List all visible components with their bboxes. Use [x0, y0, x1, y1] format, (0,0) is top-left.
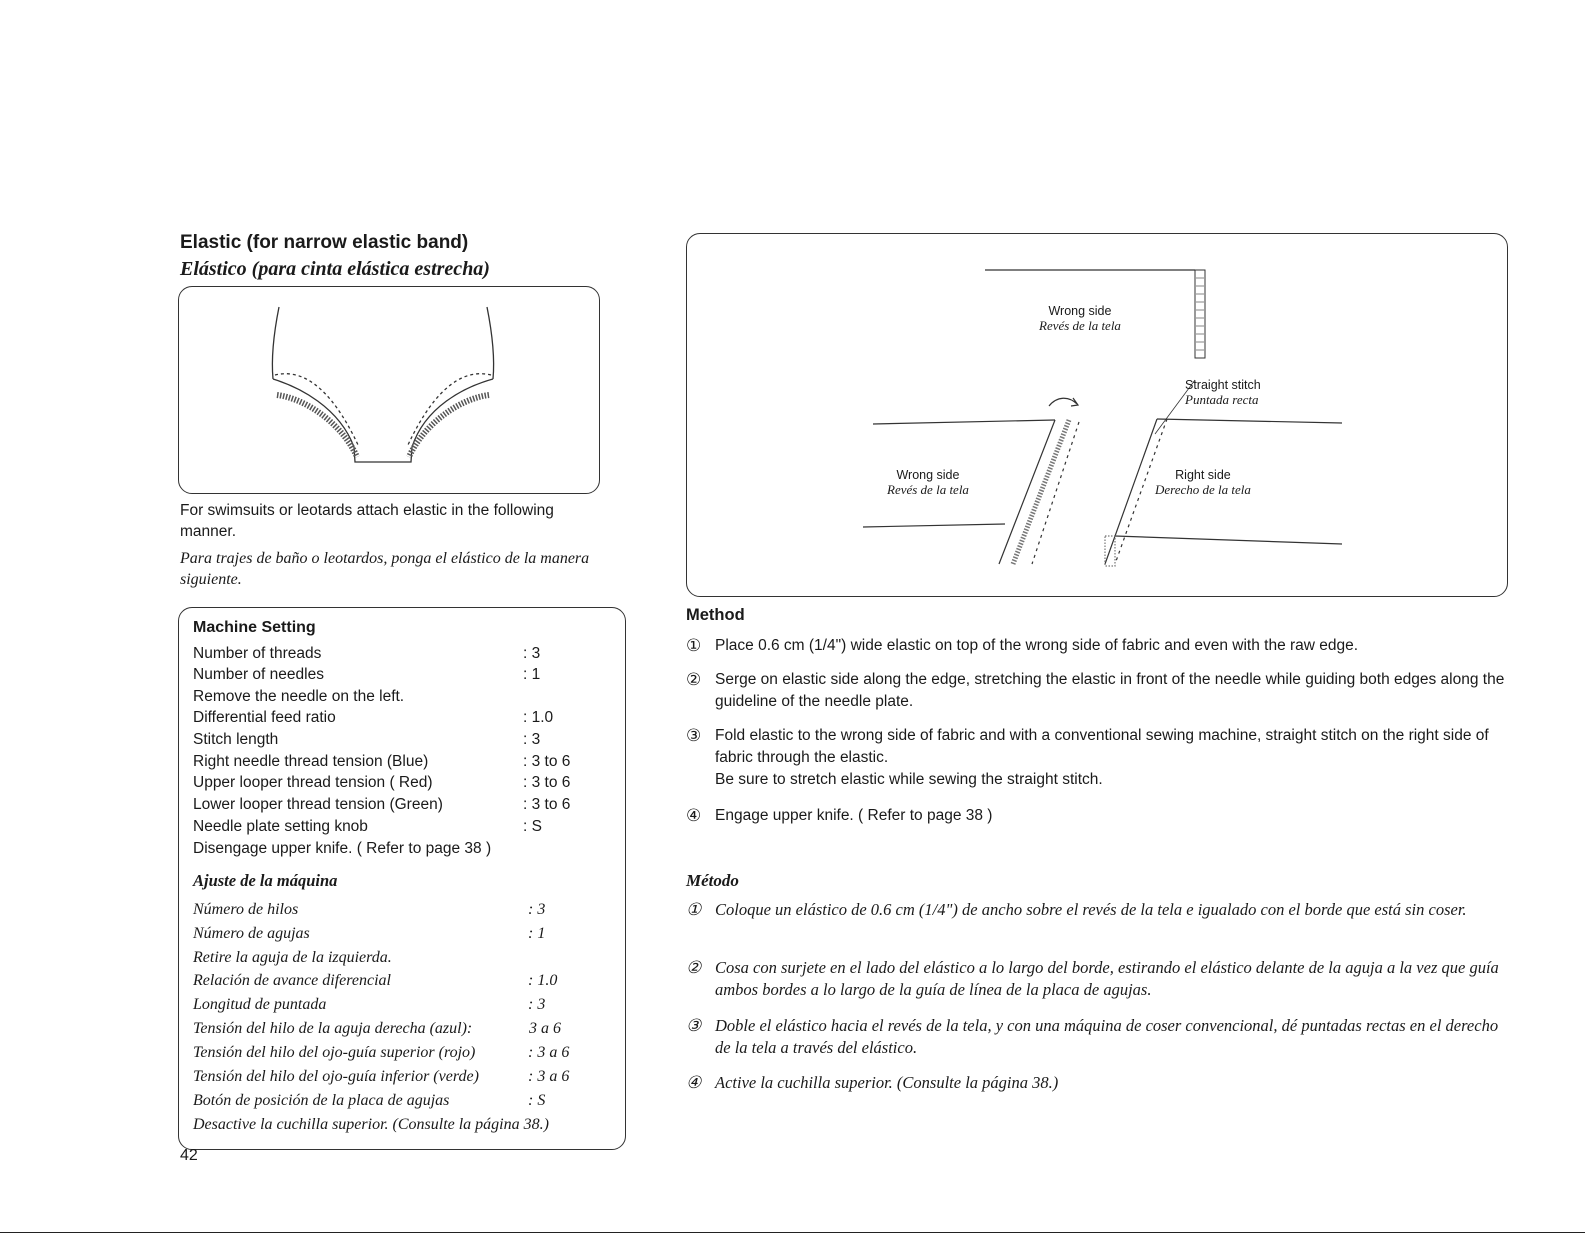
label-wrong-side-top: Wrong side Revés de la tela — [1039, 304, 1121, 333]
method-title-en: Method — [686, 606, 745, 624]
setting-row: Lower looper thread tension (Green) : 3 to 6 — [193, 796, 571, 813]
method-step-es: ③ Doble el elástico hacia el revés de la tela, y con una máquina de coser convencional, dé puntadas rectas en el derecho de la tela a través del elástico. — [686, 1016, 1499, 1057]
setting-row: Number of threads : 3 — [193, 645, 541, 662]
section-title-es: Elástico (para cinta elástica estrecha) — [180, 258, 490, 280]
intro-text-en: For swimsuits or leotards attach elastic in the following manner. — [180, 502, 554, 540]
setting-row-es: Número de hilos : 3 — [193, 901, 546, 918]
bottom-rule — [0, 1232, 1585, 1233]
setting-row-es: Tensión del hilo del ojo-guía superior (rojo) : 3 a 6 — [193, 1044, 570, 1061]
setting-row: Disengage upper knife. ( Refer to page 38 ) — [193, 840, 492, 857]
method-step-en: ④ Engage upper knife. ( Refer to page 38 ) — [686, 806, 993, 825]
method-step-en: ② Serge on elastic side along the edge, stretching the elastic in front of the needle while guiding both edges along the guideline of the needle plate. — [686, 670, 1505, 710]
method-step-en: ③ Fold elastic to the wrong side of fabric and with a conventional sewing machine, straight stitch on the right side of fabric through the elastic. Be sure to stretch elastic while sewing the straight stitch. — [686, 726, 1489, 788]
setting-row-es: Tensión del hilo del ojo-guía inferior (verde) : 3 a 6 — [193, 1068, 570, 1085]
page-number: 42 — [180, 1147, 198, 1164]
setting-row: Right needle thread tension (Blue) : 3 to 6 — [193, 753, 571, 770]
setting-row-es: Número de agujas : 1 — [193, 925, 546, 942]
method-step-es: ④ Active la cuchilla superior. (Consulte la página 38.) — [686, 1073, 1059, 1092]
setting-row: Differential feed ratio : 1.0 — [193, 709, 554, 726]
setting-row-es: Tensión del hilo de la aguja derecha (azul): 3 a 6 — [193, 1020, 561, 1037]
setting-row-es: Botón de posición de la placa de agujas : S — [193, 1092, 546, 1109]
fabric-elastic-drawing — [687, 234, 1507, 596]
method-title-es: Método — [686, 871, 739, 890]
label-right-side: Right side Derecho de la tela — [1155, 468, 1251, 497]
method-step-es: ② Cosa con surjete en el lado del elástico a lo largo del borde, estirando el elástico delante de la aguja a la vez que guía ambos bordes a lo largo de la guía de línea de la placa de agujas. — [686, 958, 1499, 999]
machine-setting-heading-es: Ajuste de la máquina — [193, 871, 338, 890]
method-diagram — [686, 233, 1508, 597]
swimsuit-illustration — [178, 286, 600, 494]
section-title-en: Elastic (for narrow elastic band) — [180, 232, 469, 253]
label-wrong-side-left: Wrong side Revés de la tela — [887, 468, 969, 497]
setting-row: Number of needles : 1 — [193, 666, 541, 683]
setting-row: Upper looper thread tension ( Red) : 3 to 6 — [193, 774, 571, 791]
machine-setting-heading: Machine Setting — [193, 619, 316, 636]
method-step-en: ① Place 0.6 cm (1/4") wide elastic on top of the wrong side of fabric and even with the raw edge. — [686, 636, 1359, 655]
swimsuit-drawing — [179, 287, 599, 493]
intro-text-es: Para trajes de baño o leotardos, ponga el elástico de la manera siguiente. — [180, 550, 590, 588]
setting-row: Needle plate setting knob : S — [193, 818, 542, 835]
machine-setting-box — [178, 607, 626, 1150]
label-straight-stitch: Straight stitch Puntada recta — [1185, 378, 1261, 407]
setting-row: Remove the needle on the left. — [193, 688, 405, 705]
setting-row-es: Retire la aguja de la izquierda. — [193, 949, 392, 966]
setting-row: Stitch length : 3 — [193, 731, 541, 748]
setting-row-es: Relación de avance diferencial : 1.0 — [193, 972, 558, 989]
setting-row-es: Desactive la cuchilla superior. (Consulte la página 38.) — [193, 1116, 549, 1133]
method-step-es: ① Coloque un elástico de 0.6 cm (1/4") de ancho sobre el revés de la tela e igualado con el borde que está sin coser. — [686, 900, 1467, 919]
setting-row-es: Longitud de puntada : 3 — [193, 996, 546, 1013]
